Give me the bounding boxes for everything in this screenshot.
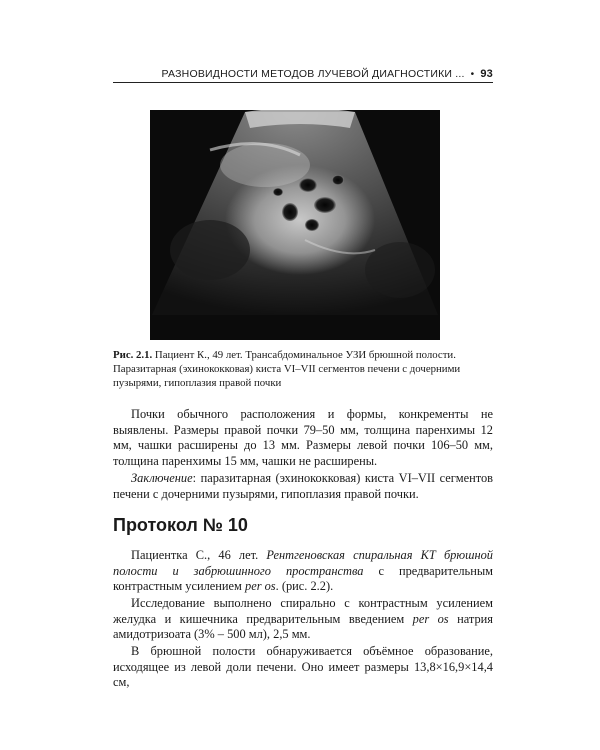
running-title: РАЗНОВИДНОСТИ МЕТОДОВ ЛУЧЕВОЙ ДИАГНОСТИКИ ... (161, 68, 465, 80)
p1-per-os: per os (245, 579, 276, 594)
p1-middle: с предварительным контрастным усилением (113, 563, 493, 594)
p1-study-name: Рентгеновская спиральная КТ брюшной полости и забрюшинного пространства (113, 548, 493, 578)
protocol-paragraph-3: В брюшной полости обнаруживается объёмное образование, исходящее из левой доли печени. Оно имеет размеры 13,8×16,9×14,4 см, (113, 644, 493, 690)
figure-caption (113, 348, 493, 390)
figure-title: Пациент К., 49 лет. Трансабдоминальное УЗИ брюшной полости. (154, 349, 456, 361)
p2-start: Исследование выполнено спирально с контрастным усилением желудка и кишечника предварительным введением (113, 596, 493, 626)
ultrasound-image (150, 110, 440, 340)
protocol-paragraph-2 (113, 596, 493, 643)
p1-start: Пациентка С., 46 лет. (131, 548, 267, 562)
p2-per-os: per os (412, 611, 449, 626)
p1-end: . (рис. 2.2). (275, 579, 334, 594)
figure-label: Рис. 2.1. (113, 349, 153, 361)
figure-description: Паразитарная (эхинококковая) киста VI–VII сегментов печени с дочерними пузырями, гипоплазия правой почки (113, 363, 461, 389)
conclusion-text: : паразитарная (эхинококковая) киста VI–VII сегментов печени с дочерними пузырями, гипоплазия правой почки. (113, 471, 493, 501)
page-number: 93 (480, 68, 493, 80)
running-header (113, 62, 493, 83)
protocol-heading: Протокол № 10 (113, 515, 248, 535)
header-bullet: • (470, 69, 475, 80)
protocol-paragraph-1 (113, 548, 493, 595)
ultrasound-scan-graphic (150, 110, 440, 340)
kidneys-paragraph: Почки обычного расположения и формы, конкременты не выявлены. Размеры правой почки 79–50 мм, толщина паренхимы 12 мм, чашки расширены до 13 мм. Размеры левой почки 106–50 мм, толщина паренхимы 15 мм, чашки не расширены. (113, 407, 493, 468)
p2-end: натрия амидотризоата (3% – 500 мл), 2,5 мм. (113, 611, 493, 642)
conclusion-label: Заключение (131, 471, 193, 485)
conclusion-paragraph (113, 471, 493, 502)
